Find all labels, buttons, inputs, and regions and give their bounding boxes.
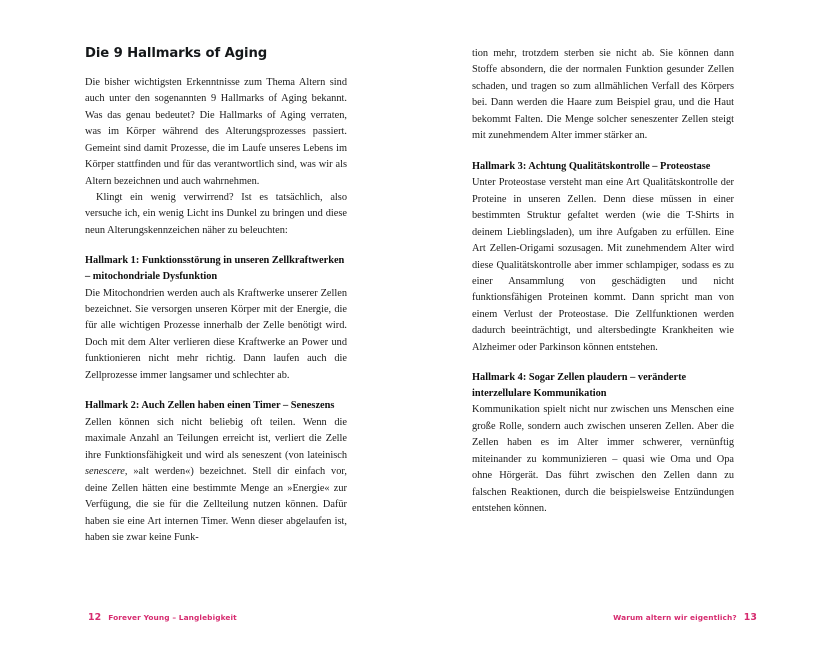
running-head-right: Warum altern wir eigentlich? xyxy=(613,613,737,622)
hallmark-2-body-part-1: Zellen können sich nicht beliebig oft teilen. Wenn die maximale Anzahl an Teilungen erreicht ist, verliert die Zelle ihre Funktionsfähigkeit und wird als seneszent (von lateinisch xyxy=(85,416,347,461)
continuation-paragraph: tion mehr, trotzdem sterben sie nicht ab. Sie können dann Stoffe absondern, die der normalen Funktion gesunder Zellen schaden, und tragen so zum allmählichen Verfall des Körpers bei. Dann werden die Haare zum Beispiel grau, und die Haut bekommt Falten. Die Menge solcher seneszenter Zellen steigt mit zunehmendem Alter immer stärker an. xyxy=(472,48,734,142)
hallmark-2-body xyxy=(85,415,347,547)
hallmark-2-heading: Hallmark 2: Auch Zellen haben einen Timer – Seneszens xyxy=(85,400,335,412)
right-page-text-column xyxy=(472,46,734,566)
intro-paragraph-2: Klingt ein wenig verwirrend? Ist es tatsächlich, also versuche ich, ein wenig Licht ins Dunkel zu bringen und diese neun Alterungskennzeichen näher zu beleuchten: xyxy=(85,192,347,236)
page-number-right: 13 xyxy=(743,612,757,623)
hallmark-2-body-part-2: , »alt werden«) bezeichnet. Stell dir einfach vor, deine Zellen hätten eine bestimmte Menge an »Energie« zur Verfügung, die sie für die Zellteilung nutzen können. Dafür haben sie eine Art internen Timer. Wenn dieser abgelaufen ist, haben sie zwar keine Funk- xyxy=(85,466,347,544)
hallmark-4-heading: Hallmark 4: Sogar Zellen plaudern – veränderte interzellulare Kommunikation xyxy=(472,372,687,399)
page-title: Die 9 Hallmarks of Aging xyxy=(85,46,268,61)
hallmark-1-heading: Hallmark 1: Funktionsstörung in unseren Zellkraftwerken – mitochondriale Dysfunktion xyxy=(85,255,345,282)
hallmark-4-body: Kommunikation spielt nicht nur zwischen uns Menschen eine große Rolle, sondern auch zwischen unseren Zellen. Aber die Zellen haben es im Alter immer schwerer, vernünftig miteinander zu kommunizieren – quasi wie Oma und Opa ohne Hörgerät. Das führt zwischen den Zellen dann zu falschen Reaktionen, durch die beispielsweise Entzündungen entstehen können. xyxy=(472,404,734,515)
right-page xyxy=(417,0,833,648)
hallmark-2-latin-term: senescere xyxy=(85,466,125,478)
running-head-left: Forever Young – Langlebigkeit xyxy=(108,613,237,622)
hallmark-1-body: Die Mitochondrien werden auch als Kraftwerke unserer Zellen bezeichnet. Sie versorgen unseren Körper mit der Energie, die für alle wichtigen Prozesse innerhalb der Zelle benötigt wird. Doch mit dem Alter verlieren diese Kraftwerke an Power und funktionieren nicht mehr richtig. Dann laufen auch die Zellprozesse immer langsamer und schlechter ab. xyxy=(85,287,347,381)
hallmark-3-body: Unter Proteostase versteht man eine Art Qualitätskontrolle der Proteine in unseren Zellen. Denn diese müssen in einer bestimmten Struktur gefaltet werden (wie die T-Shirts in deinem Lieblingsladen), um ihre Aufgaben zu erfüllen. Eine Art Zellen-Origami sozusagen. Mit zunehmendem Alter wird diese Qualitätskontrolle aber immer schlampiger, sodass es zu einer Ansammlung von geschädigten und nicht funktionsfähigen Proteinen kommt. Dann spricht man von einem Verlust der Proteostase. Die Zellfunktionen werden dadurch beeinträchtigt, und altersbedingte Krankheiten wie Alzheimer oder Parkinson können entstehen. xyxy=(472,177,734,353)
left-page-text-column xyxy=(85,46,347,566)
intro-paragraph-1: Die bisher wichtigsten Erkenntnisse zum Thema Altern sind auch unter den sogenannten 9 Hallmarks of Aging bekannt. Was das genau bedeutet? Die Hallmarks of Aging verraten, was im Körper während des Alterungsprozesses passiert. Gemeint sind damit Prozesse, die im Laufe unseres Lebens im Körper stattfinden und für das verantwortlich sind, was wir als Altern bezeichnen und auch wahrnehmen. xyxy=(85,76,347,187)
left-page-footer xyxy=(88,612,237,623)
page-number-left: 12 xyxy=(88,612,102,623)
right-page-footer xyxy=(613,612,757,623)
left-page xyxy=(0,0,416,648)
hallmark-3-heading: Hallmark 3: Achtung Qualitätskontrolle – Proteostase xyxy=(472,160,711,172)
